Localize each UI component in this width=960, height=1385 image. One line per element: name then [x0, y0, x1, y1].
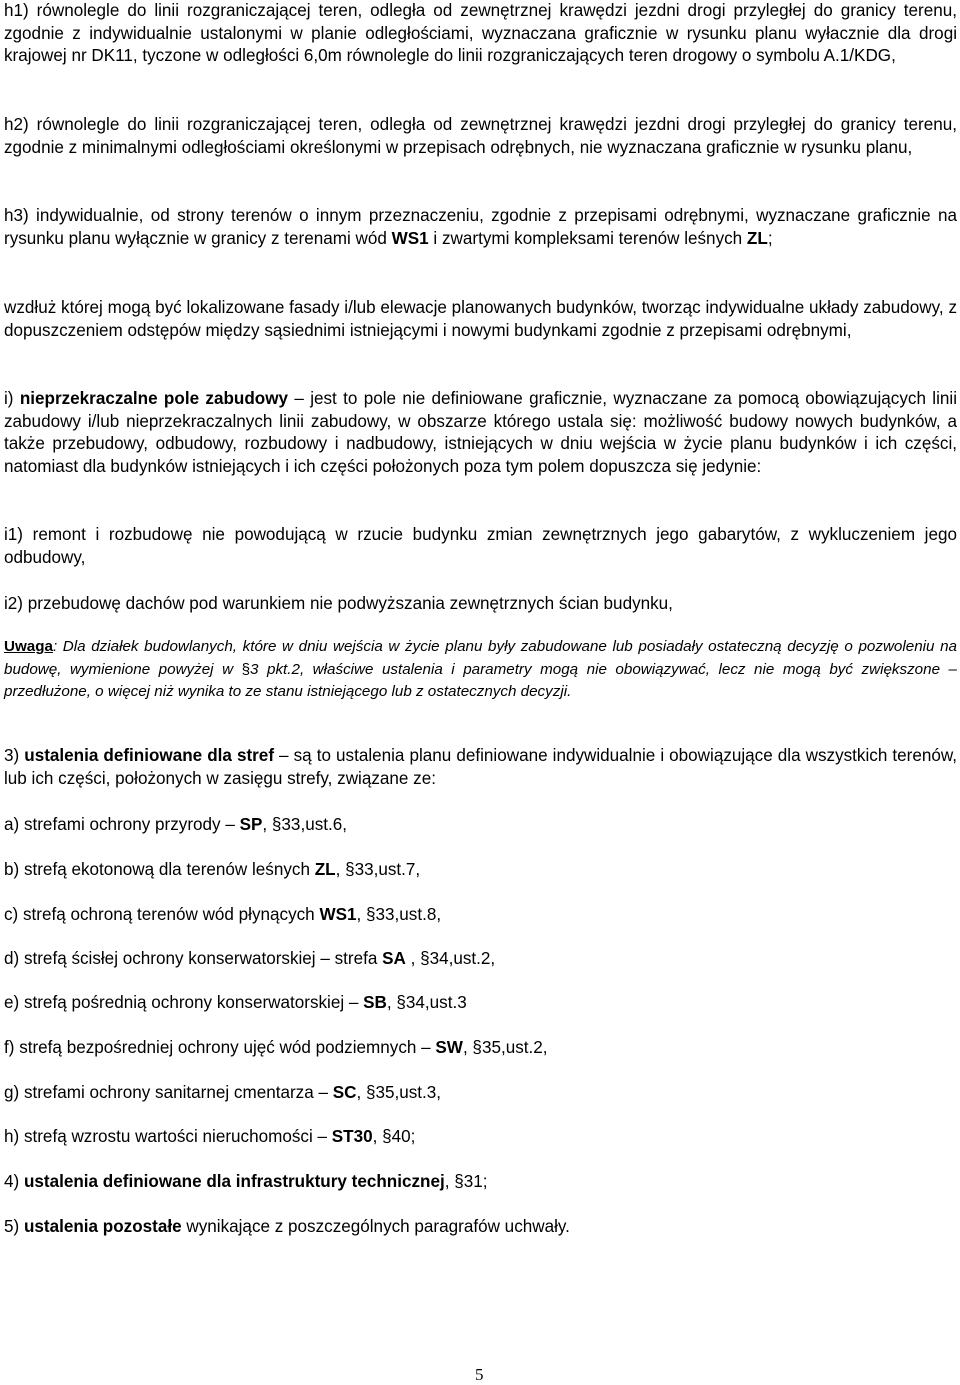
paragraph-wzdluz-text: wzdłuż której mogą być lokalizowane fasady i/lub elewacje planowanych budynków, tworząc indywidualne układy zabudowy, z dopuszczeniem odstępów między sąsiednimi istniejącymi i nowymi budynkami zgodnie z przepisami odrębnymi,	[4, 298, 957, 340]
zone-reference: , §40;	[372, 1127, 416, 1146]
zone-list-item-text: a) strefami ochrony przyrody –	[4, 815, 240, 834]
note-label: Uwaga	[4, 638, 53, 655]
zone-reference: , §33,ust.6,	[262, 815, 347, 834]
note-uwaga: Uwaga: Dla działek budowlanych, które w dniu wejścia w życie planu były zabudowane lub posiadały ostateczną decyzję o pozwoleniu na budowę, wymienione powyżej w §3 pkt.2, właściwe ustalenia i parametry mogą nie obowiązywać, lecz nie mogą być zwiększone – przedłużone, o więcej niż wynika to ze stanu istniejącego lub z ostatecznych decyzji.	[4, 638, 957, 701]
zone-list-item	[4, 1126, 957, 1149]
paragraph-h3-text: h3) indywidualnie, od strony terenów o innym przeznaczeniu, zgodnie z przepisami odrębnymi, wyznaczane graficznie na rysunku planu wyłącznie w granicy z terenami wód	[4, 206, 957, 248]
zone-reference: , §34,ust.2,	[405, 949, 496, 968]
paragraph-i-text: – jest to pole nie definiowane graficznie, wyznaczane za pomocą obowiązujących linii zabudowy i/lub nieprzekraczalnych linii zabudowy, w obszarze którego ustala się: możliwość budowy nowych budynków, a także przebudowy, odbudowy, rozbudowy i nadbudowy, istniejących w dniu wejścia w życie planu budynków i ich części, natomiast dla budynków istniejących i ich części położonych poza tym polem dopuszcza się jedynie:	[4, 389, 957, 476]
zone-symbol: ST30	[331, 1127, 373, 1146]
paragraph-i2-text: i2) przebudowę dachów pod warunkiem nie podwyższania zewnętrznych ścian budynku,	[4, 594, 673, 613]
note-text-2: , właściwe ustalenia i parametry mogą nie obowiązywać, lecz nie mogą być zwiększone – przedłużone, o więcej niż wynika to ze stanu istniejącego lub z ostatecznych decyzji.	[4, 660, 957, 701]
zone-list-item-text: g) strefami ochrony sanitarnej cmentarza –	[4, 1083, 333, 1102]
note-text: : Dla działek budowlanych, które w dniu wejścia w życie planu były zabudowane lub posiadały ostateczną decyzję o pozwoleniu na budowę, wymienione powyżej w	[4, 638, 957, 678]
zone-list-item	[4, 859, 957, 882]
term-nieprzekraczalne-pole: nieprzekraczalne pole zabudowy	[19, 389, 289, 408]
paragraph-i-prefix: i)	[4, 389, 20, 408]
paragraph-3-text: – są to ustalenia planu definiowane indywidualnie i obowiązujące dla wszystkich terenów, lub ich części, położonych w zasięgu strefy, związane ze:	[4, 746, 957, 788]
zone-list-item-text: c) strefą ochroną terenów wód płynących	[4, 905, 320, 924]
zone-list-item-text: b) strefą ekotonową dla terenów leśnych	[4, 860, 315, 879]
paragraph-h1	[4, 0, 957, 68]
paragraph-h3-end: ;	[767, 228, 773, 248]
zone-list-item-text: h) strefą wzrostu wartości nieruchomości –	[4, 1127, 332, 1146]
paragraph-4	[4, 1171, 957, 1194]
zone-list-item-text: f) strefą bezpośredniej ochrony ujęć wód podziemnych –	[4, 1038, 436, 1057]
symbol-ws1: WS1	[391, 228, 429, 248]
term-ustalenia-pozostale: ustalenia pozostałe	[23, 1217, 182, 1236]
paragraph-i1-text: i1) remont i rozbudowę nie powodującą w rzucie budynku zmian zewnętrznych jego gabarytów, z wykluczeniem jego odbudowy,	[4, 525, 957, 567]
zone-symbol: SP	[239, 815, 263, 834]
paragraph-h2-text: h2) równolegle do linii rozgraniczającej teren, odległa od zewnętrznej krawędzi jezdni drogi przyległej do granicy terenu, zgodnie z minimalnymi odległościami określonymi w przepisach odrębnych, nie wyznaczana graficznie w rysunku planu,	[4, 115, 957, 157]
zone-list-item	[4, 992, 957, 1015]
zone-list-item	[4, 904, 957, 927]
zone-reference: , §35,ust.2,	[462, 1038, 548, 1057]
paragraph-h3-text-2: i zwartymi kompleksami terenów leśnych	[428, 228, 747, 248]
paragraph-3-prefix: 3)	[4, 746, 25, 765]
zone-list-item	[4, 1037, 957, 1060]
paragraph-3	[4, 745, 957, 790]
zone-list-item	[4, 948, 957, 971]
zone-symbol: WS1	[319, 905, 357, 924]
zone-reference: , §34,ust.3	[386, 993, 467, 1012]
zone-symbol: SC	[332, 1083, 357, 1102]
paragraph-5-text: wynikające z poszczególnych paragrafów uchwały.	[181, 1217, 570, 1236]
page-number: 5	[475, 1365, 484, 1384]
zone-reference: , §35,ust.3,	[356, 1083, 442, 1102]
paragraph-5	[4, 1216, 957, 1239]
term-ustalenia-stref: ustalenia definiowane dla stref	[24, 746, 275, 765]
paragraph-wzdluz	[4, 297, 957, 342]
paragraph-h2	[4, 114, 957, 159]
zone-symbol: SB	[363, 993, 387, 1012]
paragraph-i1	[4, 524, 957, 569]
paragraph-i2	[4, 593, 957, 616]
zone-symbol: SA	[382, 949, 406, 968]
zone-list-item-text: e) strefą pośrednią ochrony konserwatorskiej –	[4, 993, 364, 1012]
zone-reference: , §33,ust.7,	[335, 860, 421, 879]
zone-list-item	[4, 1082, 957, 1105]
zone-list-item-text: d) strefą ścisłej ochrony konserwatorskiej – strefa	[4, 949, 383, 968]
symbol-zl: ZL	[746, 228, 768, 248]
paragraph-4-text: , §31;	[444, 1172, 488, 1191]
zone-reference: , §33,ust.8,	[356, 905, 442, 924]
paragraph-5-prefix: 5)	[4, 1217, 24, 1236]
paragraph-4-prefix: 4)	[4, 1172, 24, 1191]
zone-list-item	[4, 814, 957, 837]
zone-symbol: SW	[435, 1038, 463, 1057]
term-infrastruktura: ustalenia definiowane dla infrastruktury technicznej	[23, 1172, 445, 1191]
paragraph-h1-text: h1) równolegle do linii rozgraniczającej teren, odległa od zewnętrznej krawędzi jezdni drogi przyległej do granicy terenu, zgodnie z indywidualnie ustalonymi w planie odległościami, wyznaczana graficznie w rysunku planu wyłacznie dla drogi krajowej nr DK11, tyczone w odległości 6,0m równolegle do linii rozgraniczających teren drogowy o symbolu A.1/KDG,	[4, 1, 957, 66]
paragraph-h3	[4, 205, 957, 250]
zone-symbol: ZL	[314, 860, 336, 879]
paragraph-i	[4, 388, 957, 478]
note-reference: 3 pkt.2	[250, 660, 300, 678]
